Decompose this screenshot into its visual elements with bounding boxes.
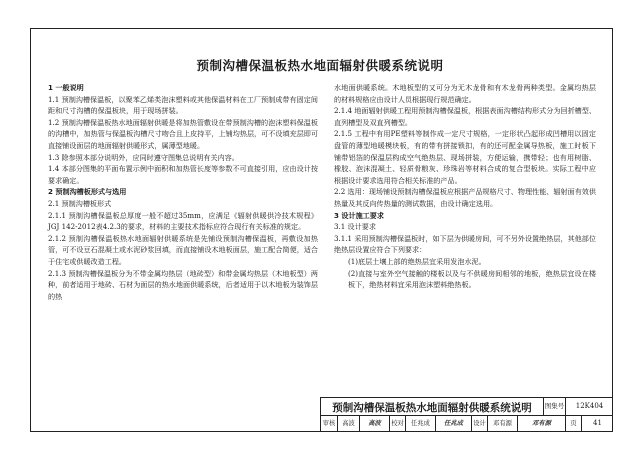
check-signature: 任兆成 <box>435 416 471 431</box>
document-title: 预制沟槽保温板热水地面辐射供暖系统说明 <box>196 58 444 73</box>
design-name: 邓有源 <box>487 416 517 431</box>
design-signature: 邓有源 <box>517 416 565 431</box>
design-label: 设计 <box>471 416 487 431</box>
paragraph: 2.1.2 预制沟槽保温板热水地面辐射供暖系统是先铺设预制沟槽保温板，再敷设加热管，可不设豆石混凝土或水泥砂浆回填，而直接铺设木地板面层，施工配合简便，适合于住宅或供暖改造工程。 <box>48 233 318 266</box>
paragraph: 1.3 除参照本部分说明外，应同时遵守图集总说明有关内容。 <box>48 152 239 162</box>
title-block <box>320 397 612 431</box>
paragraph: 2.2 选用：现场铺设预制沟槽保温板应根据产品规格尺寸、物理性能、辐射面有效供热量及其反向传热量的测试数据，由设计确定选用。 <box>334 187 596 208</box>
paragraph: (2)直接与室外空气接触的楼板以及与不供暖房间相邻的地板，绝热层宜设在楼板下，绝热材料宜采用泡沫塑料绝热板。 <box>348 268 596 290</box>
title-block-name: 预制沟槽保温板热水地面辐射供暖系统说明 <box>332 402 532 414</box>
paragraph: 3.1 设计要求 <box>334 222 376 232</box>
page-number: 41 <box>581 416 613 431</box>
paragraph: 2.1.3 预制沟槽保温板分为不带金属均热层（地砖型）和带金属均热层（木地板型）两种，前者适用于地砖、石材为面层的热水地面供暖系统，后者适用于以木地板为装饰层的热 <box>48 268 318 301</box>
atlas-label: 图集号 <box>543 398 565 415</box>
paragraph: 2.1 预制沟槽板形式 <box>48 198 112 208</box>
page-label: 页 <box>565 416 581 431</box>
paragraph: 水地面供暖系统。木地板型的又可分为无木龙骨和有木龙骨两种类型。金属均热层的材料规格应由设计人员根据现行规范确定。 <box>334 83 596 104</box>
paragraph: 2.1.1 预制沟槽保温板总厚度一般不超过35mm，应满足《辐射供暖供冷技术规程》JGJ 142-2012表4.2.3的要求，材料的主要技术指标应符合现行有关标准的规定。 <box>48 210 318 232</box>
title-block-sign-row <box>321 416 612 431</box>
paragraph: 2.1.5 工程中有用PE塑料等制作成一定尺寸规格，一定形状凸起形成凹槽用以固定盘管的薄型地暖模块板，有的带有拼接锁扣，有的还可配金属导热板，施工时板下铺带铝箔的保温层构成空气绝热层、现场拼装，方便运输，携带轻；也有用树脂、橡胶、泡沫混凝土、轻质骨粮灰、珍珠岩等材料合成的复合型板块。实际工程中应根据设计要求选用符合相关标准的产品。 <box>334 129 596 185</box>
paragraph: (1)底层土壤上部的绝热层宜采用发泡水泥。 <box>348 256 486 266</box>
paragraph: 1.1 预制沟槽保温板，以聚苯乙烯类泡沫塑料或其他保温材料在工厂预制成带有固定间距和尺寸沟槽的保温板块，用于现场拼装。 <box>48 94 318 116</box>
section-heading: 2 预制沟槽板形式与选用 <box>48 187 127 197</box>
left-column <box>48 82 318 302</box>
check-name: 任兆成 <box>405 416 435 431</box>
review-signature: 高波 <box>359 416 389 431</box>
paragraph: 2.1.4 地面辐射供暖工程用预制沟槽保温板，根据表面沟槽结构形式分为回折槽型、直列槽型及双直列槽型。 <box>334 106 596 127</box>
review-name: 高波 <box>337 416 359 431</box>
paragraph: 1.4 本部分图集的平面布置示例中面积和加热管长度等参数不可直接引用，应由设计按要求确定。 <box>48 164 318 185</box>
section-heading: 3 设计施工要求 <box>334 210 384 220</box>
review-label: 审核 <box>322 420 336 427</box>
paragraph: 1.2 预制沟槽保温板热水地面辐射供暖是将加热管敷设在带预制沟槽的泡沫塑料保温板的沟槽中，加热管与保温板沟槽尺寸吻合且上皮持平，上铺均热层，可不设填充层即可直接铺设面层的地面辐射供暖形式，属薄型地暖。 <box>48 117 318 150</box>
paragraph: 3.1.1 采用预制沟槽保温板时，如下层为供暖房间，可不另外设置绝热层，其他部位绝热层设置应符合下列要求： <box>334 233 596 255</box>
atlas-number: 12K404 <box>565 398 613 415</box>
title-block-main-row <box>321 398 612 416</box>
section-heading: 1 一般说明 <box>48 83 84 92</box>
right-column <box>334 82 596 291</box>
check-label: 校对 <box>389 416 405 431</box>
